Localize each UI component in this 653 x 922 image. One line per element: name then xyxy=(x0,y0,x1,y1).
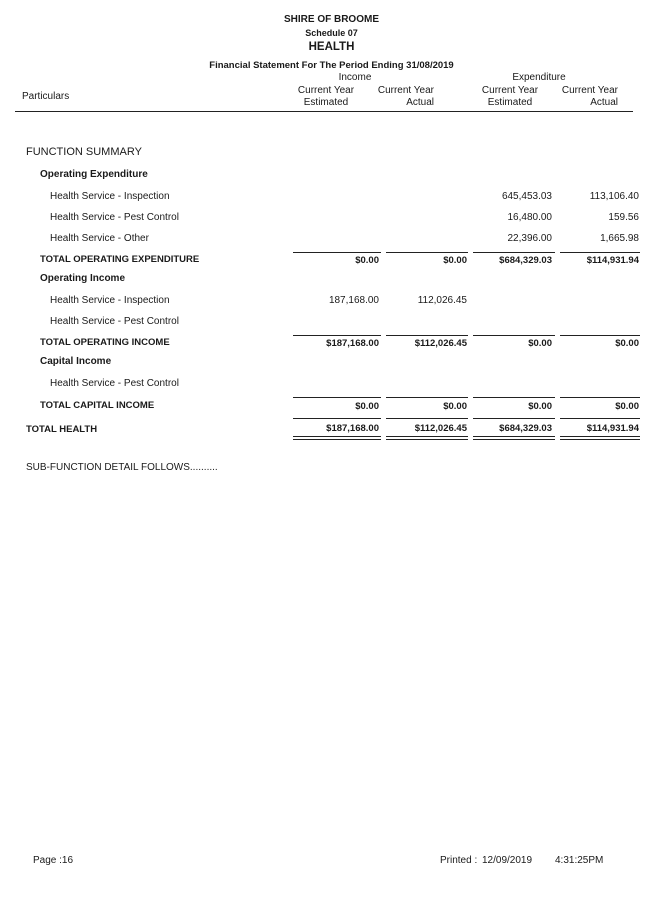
subfunction-note: SUB-FUNCTION DETAIL FOLLOWS.......... xyxy=(26,462,218,473)
organisation-name: SHIRE OF BROOME xyxy=(283,14,379,25)
grand-total-double-rule xyxy=(560,436,640,440)
exp-actual-value: 1,665.98 xyxy=(600,233,639,244)
report-title: HEALTH xyxy=(308,41,355,53)
expenditure-estimated-header-line1: Current Year xyxy=(481,85,539,96)
subtotal-rule xyxy=(473,252,555,253)
printed-date: 12/09/2019 xyxy=(482,855,533,866)
income-actual-value: 112,026.45 xyxy=(417,295,467,306)
expenditure-actual-header-line2: Actual xyxy=(590,97,618,108)
exp-estimated-grand-total: $684,329.03 xyxy=(499,423,552,434)
subtotal-rule xyxy=(293,335,381,336)
header-rule xyxy=(15,111,633,112)
income-actual-total: $0.00 xyxy=(443,401,467,412)
income-estimated-header-line2: Estimated xyxy=(303,97,349,108)
report-period: Financial Statement For The Period Ending 31/08/2019 xyxy=(209,60,454,71)
income-actual-total: $112,026.45 xyxy=(414,338,467,349)
operating-income-heading: Operating Income xyxy=(40,273,126,284)
row-label: Health Service - Pest Control xyxy=(50,212,179,223)
expenditure-group-header: Expenditure xyxy=(512,72,566,83)
subtotal-rule xyxy=(293,397,381,398)
subtotal-rule xyxy=(473,335,555,336)
income-actual-header-line2: Actual xyxy=(406,97,434,108)
subtotal-rule xyxy=(386,418,468,419)
subtotal-rule xyxy=(386,252,468,253)
subtotal-rule xyxy=(473,397,555,398)
income-estimated-total: $0.00 xyxy=(355,255,379,266)
income-actual-grand-total: $112,026.45 xyxy=(414,423,467,434)
income-group-header: Income xyxy=(338,72,372,83)
income-estimated-total: $187,168.00 xyxy=(326,338,379,349)
grand-total-label: TOTAL HEALTH xyxy=(26,424,98,435)
printed-label: Printed : xyxy=(440,855,478,866)
subtotal-rule xyxy=(386,397,468,398)
subtotal-rule xyxy=(560,397,640,398)
exp-estimated-value: 22,396.00 xyxy=(507,233,552,244)
page-number: Page :16 xyxy=(33,855,74,866)
schedule-number: Schedule 07 xyxy=(305,28,358,38)
subtotal-rule xyxy=(560,335,640,336)
income-estimated-total: $0.00 xyxy=(355,401,379,412)
income-estimated-grand-total: $187,168.00 xyxy=(326,423,379,434)
exp-estimated-value: 16,480.00 xyxy=(507,212,552,223)
subtotal-rule xyxy=(473,418,555,419)
subtotal-rule xyxy=(293,252,381,253)
subtotal-rule xyxy=(560,252,640,253)
exp-estimated-total: $684,329.03 xyxy=(499,255,552,266)
operating-expenditure-heading: Operating Expenditure xyxy=(40,169,148,180)
total-label: TOTAL OPERATING INCOME xyxy=(40,337,170,348)
income-actual-header-line1: Current Year xyxy=(377,85,434,96)
subtotal-rule xyxy=(293,418,381,419)
exp-actual-total: $0.00 xyxy=(615,338,639,349)
subtotal-rule xyxy=(560,418,640,419)
total-label: TOTAL CAPITAL INCOME xyxy=(40,400,155,411)
row-label: Health Service - Inspection xyxy=(50,295,170,306)
row-label: Health Service - Pest Control xyxy=(50,378,179,389)
subtotal-rule xyxy=(386,335,468,336)
exp-actual-grand-total: $114,931.94 xyxy=(586,423,639,434)
exp-actual-value: 113,106.40 xyxy=(589,191,639,202)
section-title: FUNCTION SUMMARY xyxy=(26,146,142,158)
exp-estimated-total: $0.00 xyxy=(528,401,552,412)
grand-total-double-rule xyxy=(293,436,381,440)
grand-total-double-rule xyxy=(473,436,555,440)
expenditure-actual-header-line1: Current Year xyxy=(561,85,618,96)
row-label: Health Service - Inspection xyxy=(50,191,170,202)
printed-time: 4:31:25PM xyxy=(555,855,604,866)
exp-actual-total: $114,931.94 xyxy=(586,255,639,266)
income-actual-total: $0.00 xyxy=(443,255,467,266)
exp-actual-value: 159.56 xyxy=(608,212,639,223)
capital-income-heading: Capital Income xyxy=(40,356,112,367)
row-label: Health Service - Other xyxy=(50,233,149,244)
exp-estimated-value: 645,453.03 xyxy=(501,191,552,202)
exp-estimated-total: $0.00 xyxy=(528,338,552,349)
exp-actual-total: $0.00 xyxy=(615,401,639,412)
expenditure-estimated-header-line2: Estimated xyxy=(487,97,533,108)
grand-total-double-rule xyxy=(386,436,468,440)
total-label: TOTAL OPERATING EXPENDITURE xyxy=(40,254,200,265)
particulars-header: Particulars xyxy=(22,91,70,102)
income-estimated-value: 187,168.00 xyxy=(328,295,379,306)
income-estimated-header-line1: Current Year xyxy=(297,85,355,96)
row-label: Health Service - Pest Control xyxy=(50,316,179,327)
